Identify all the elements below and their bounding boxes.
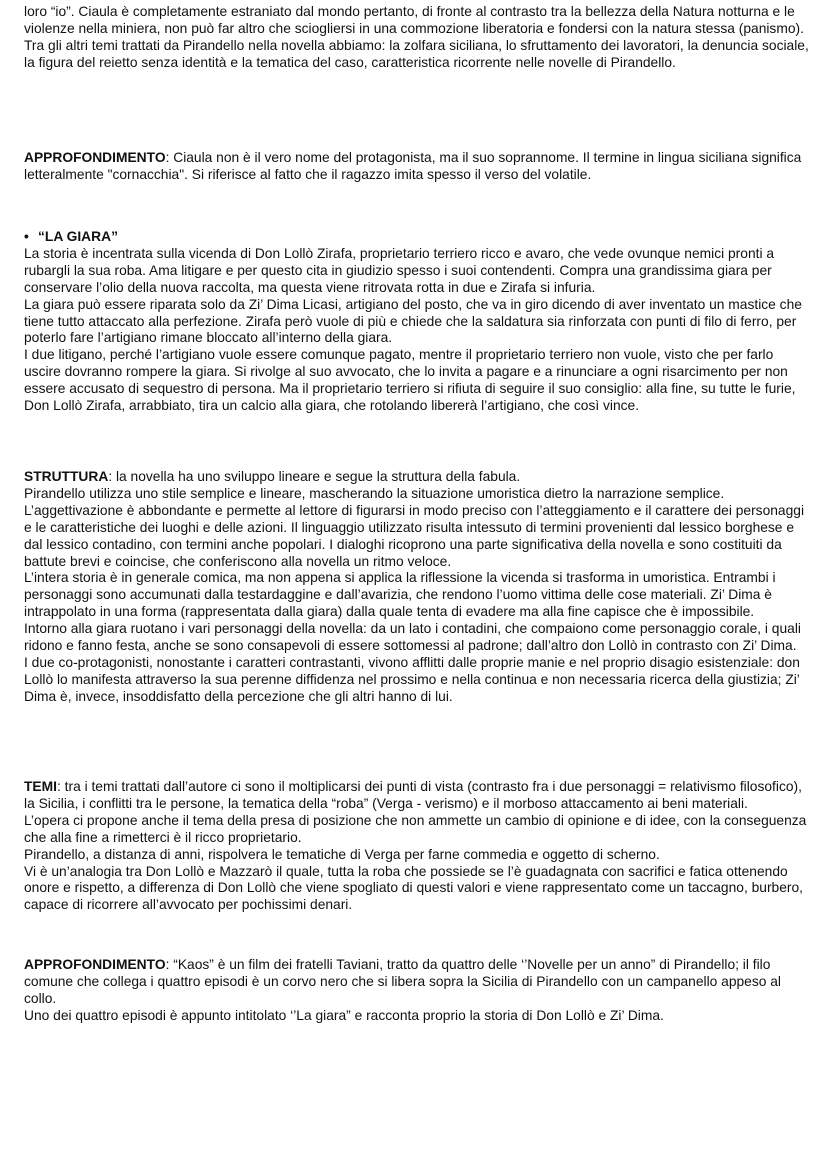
temi-lead-text: : tra i temi trattati dall’autore ci sono il moltiplicarsi dei punti di vista (contrasto fra i due personaggi = relativismo filosofico), la Sicilia, i conflitti tra le persone, la tematica della “roba” (Verga - verismo) e il morboso attaccamento ai beni materiali. bbox=[24, 779, 802, 811]
intro-paragraph-1: loro “io”. Ciaula è completamente estraniato dal mondo pertanto, di fronte al contrasto tra la bellezza della Natura notturna e le violenze nella miniera, non può far altro che sciogliersi in una commozione liberatoria e fondersi con la natura stessa (panismo). bbox=[24, 4, 804, 36]
giara-paragraph-1: La storia è incentrata sulla vicenda di Don Lollò Zirafa, proprietario terriero ricco e avaro, che vede ovunque nemici pronti a rubargli la sua roba. Ama litigare e per questo cita in giudizio spesso i suoi contendenti. Compra una grandissima giara per conservare l’olio della nuova raccolta, ma questa viene ritrovata rotta in due e Zirafa si infuria. bbox=[24, 245, 775, 295]
approfondimento-label: APPROFONDIMENTO bbox=[24, 957, 166, 972]
approfondimento-ciaula bbox=[24, 150, 810, 184]
approfondimento-kaos-paragraph bbox=[24, 957, 810, 1008]
struttura-paragraph-4: I due co-protagonisti, nonostante i caratteri contrastanti, vivono afflitti dalle proprie manie e nel proprio disagio esistenziale: don Lollò lo manifesta attraverso la sua perenne diffidenza nel prossimo e nella continua e non necessaria ricerca della giustizia; Zi’ Dima è, invece, insoddisfatto della percezione che gli altri hanno di lui. bbox=[24, 654, 800, 704]
approfondimento-ciaula-paragraph bbox=[24, 150, 810, 184]
section-heading bbox=[24, 229, 810, 246]
temi-lead bbox=[24, 779, 810, 813]
temi-paragraph-1: L’opera ci propone anche il tema della presa di posizione che non ammette un cambio di opinione e di idee, con la conseguenza che alla fine a rimetterci è il ricco proprietario. bbox=[24, 812, 807, 845]
approfondimento-label: APPROFONDIMENTO bbox=[24, 150, 166, 165]
temi-paragraph-2: Pirandello, a distanza di anni, rispolvera le tematiche di Verga per farne commedia e oggetto di scherno. bbox=[24, 846, 660, 862]
approfondimento-text: : Ciaula non è il vero nome del protagonista, ma il suo soprannome. Il termine in lingua siciliana significa letteralmente "cornacchia". Si riferisce al fatto che il ragazzo imita spesso il verso del volatile. bbox=[24, 150, 802, 182]
temi-label: TEMI bbox=[24, 779, 57, 794]
approfondimento-kaos bbox=[24, 957, 810, 1025]
intro-paragraph-2: Tra gli altri temi trattati da Pirandello nella novella abbiamo: la zolfara siciliana, lo sfruttamento dei lavoratori, la denuncia sociale, la figura del reietto senza identità e la tematica del caso, caratteristica ricorrente nelle novelle di Pirandello. bbox=[24, 37, 809, 70]
struttura-lead bbox=[24, 469, 810, 486]
struttura-label: STRUTTURA bbox=[24, 469, 109, 484]
temi-section bbox=[24, 779, 810, 914]
intro-section bbox=[24, 4, 810, 72]
struttura-paragraph-3: Intorno alla giara ruotano i vari personaggi della novella: da un lato i contadini, che compaiono come personaggio corale, i quali ridono e fanno festa, anche se sono consapevoli di essere sottomessi al padrone; dall’altro don Lollò in contrasto con Zi’ Dima. bbox=[24, 621, 801, 654]
giara-section bbox=[24, 229, 810, 415]
approfondimento-kaos-paragraph-2: Uno dei quattro episodi è appunto intitolato ‘’La giara” e racconta proprio la storia di Don Lollò e Zi’ Dima. bbox=[24, 1007, 664, 1023]
approfondimento-text: : “Kaos” è un film dei fratelli Taviani, tratto da quattro delle ‘’Novelle per un anno” di Pirandello; il filo comune che collega i quattro episodi è un corvo nero che si libera sopra la Sicilia di Pirandello con un campanello appeso al collo. bbox=[24, 957, 781, 1006]
giara-paragraph-2: La giara può essere riparata solo da Zi’ Dima Licasi, artigiano del posto, che va in giro dicendo di aver inventato un mastice che tiene tutto attaccato alla perfezione. Zirafa però vuole di più e chiede che la saldatura sia rinforzata con punti di filo di ferro, per poterlo fare l’artigiano rimane bloccato all’interno della giara. bbox=[24, 296, 802, 346]
struttura-paragraph-1: Pirandello utilizza uno stile semplice e lineare, mascherando la situazione umoristica dietro la narrazione semplice. L’aggettivazione è abbondante e permette al lettore di figurarsi in modo preciso con l’atteggiamento e il carattere dei personaggi e le caratteristiche dei luoghi e delle azioni. Il linguaggio utilizzato risulta intessuto di termini provenienti dal lessico borghese e dal lessico contadino, con termini anche popolari. I dialoghi ricoprono una parte significativa della novella e sono costituiti da battute brevi e coincise, che conferiscono alla novella un ritmo veloce. bbox=[24, 485, 805, 569]
struttura-section bbox=[24, 469, 810, 706]
struttura-lead-text: : la novella ha uno sviluppo lineare e segue la struttura della fabula. bbox=[108, 469, 521, 484]
giara-paragraph-3: I due litigano, perché l’artigiano vuole essere comunque pagato, mentre il proprietario terriero non vuole, visto che per farlo uscire dovranno rompere la giara. Si rivolge al suo avvocato, che lo invita a pagare e a rinunciare a ogni risarcimento per non essere accusato di sequestro di persona. Ma il proprietario terriero si rifiuta di seguire il suo consiglio: alla fine, su tutte le furie, Don Lollò Zirafa, arrabbiato, tira un calcio alla giara, che rotolando libererà l’artigiano, che così vince. bbox=[24, 347, 796, 414]
temi-paragraph-3: Vi è un’analogia tra Don Lollò e Mazzarò il quale, tutta la roba che possiede se l’è guadagnata con sacrifici e fatica ottenendo onore e rispetto, a differenza di Don Lollò che viene spogliato di questi valori e viene rappresentato come un taccagno, burbero, capace di ricorrere all’avvocato per pochissimi denari. bbox=[24, 863, 803, 913]
section-title: “LA GIARA” bbox=[38, 229, 118, 244]
struttura-paragraph-2: L’intera storia è in generale comica, ma non appena si applica la riflessione la vicenda si trasforma in umoristica. Entrambi i personaggi sono accumunati dalla testardaggine e dall’avarizia, che rendono l’uomo vittima delle cose materiali. Zi’ Dima è intrappolato in una forma (rappresentata dalla giara) dalla quale tenta di evadere ma alla fine capisce che è impossibile. bbox=[24, 570, 776, 620]
bullet-icon: • bbox=[24, 229, 29, 244]
